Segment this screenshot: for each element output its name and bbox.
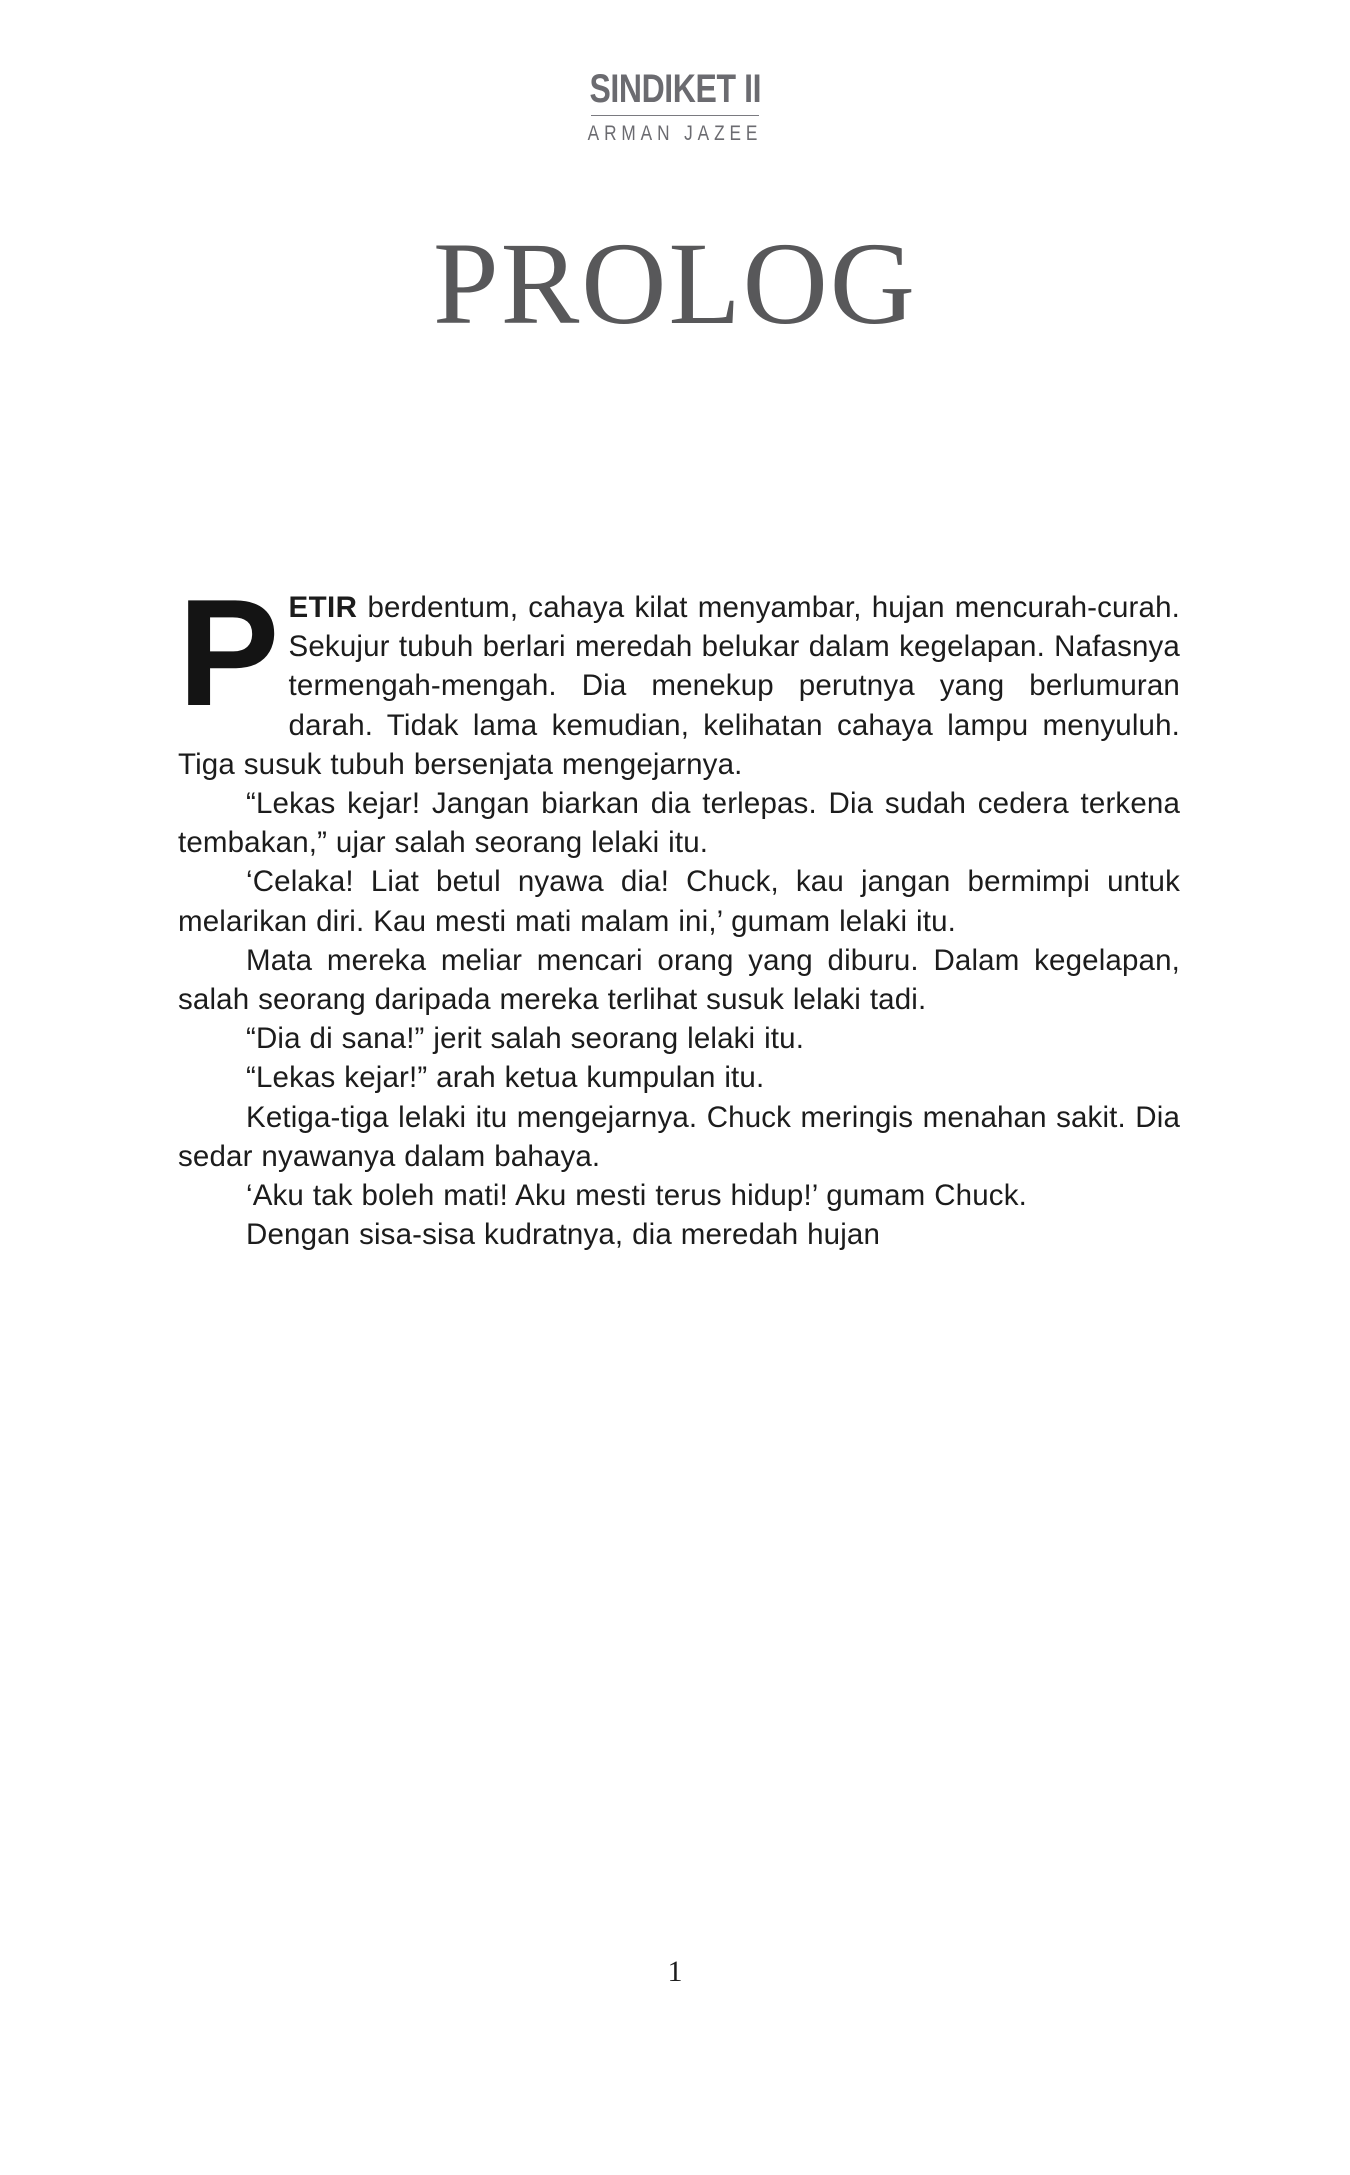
paragraph-1: [178, 568, 1180, 784]
chapter-title: PROLOG: [432, 218, 918, 349]
paragraph-9: Dengan sisa-sisa kudratnya, dia meredah hujan: [246, 1218, 881, 1252]
paragraph-1-text: berdentum, cahaya kilat menyambar, hujan mencurah-curah. Sekujur tubuh berlari meredah belukar dalam kegelapan. Nafasnya termengah-mengah. Dia menekup perutnya yang berlumuran darah. Tidak lama kemudian, kelihatan cahaya lampu menyuluh. Tiga susuk tubuh bersenjata mengejarnya.: [178, 591, 1180, 781]
page-number: 1: [667, 1955, 683, 1988]
paragraph-5: “Dia di sana!” jerit salah seorang lelaki itu.: [246, 1022, 805, 1056]
paragraph-6: “Lekas kejar!” arah ketua kumpulan itu.: [246, 1061, 765, 1095]
running-head: [0, 68, 1350, 146]
running-head-divider: [591, 115, 759, 116]
paragraph-4: Mata mereka meliar mencari orang yang diburu. Dalam kegelapan, salah seorang daripada mereka terlihat susuk lelaki tadi.: [178, 943, 1180, 1017]
lead-caps: ETIR: [288, 591, 358, 624]
drop-cap: P: [178, 568, 280, 738]
running-head-author: ARMAN JAZEE: [587, 122, 763, 145]
body-text-block: [178, 568, 1180, 1254]
paragraph-8: ‘Aku tak boleh mati! Aku mesti terus hidup!’ gumam Chuck.: [246, 1179, 1027, 1213]
running-head-book-title: SINDIKET II: [589, 67, 761, 111]
paragraph-3: ‘Celaka! Liat betul nyawa dia! Chuck, kau jangan bermimpi untuk melarikan diri. Kau mesti mati malam ini,’ gumam lelaki itu.: [178, 865, 1180, 938]
paragraph-7: Ketiga-tiga lelaki itu mengejarnya. Chuck meringis menahan sakit. Dia sedar nyawanya dalam bahaya.: [178, 1100, 1180, 1173]
paragraph-2: “Lekas kejar! Jangan biarkan dia terlepas. Dia sudah cedera terkena tembakan,” ujar salah seorang lelaki itu.: [178, 787, 1180, 860]
